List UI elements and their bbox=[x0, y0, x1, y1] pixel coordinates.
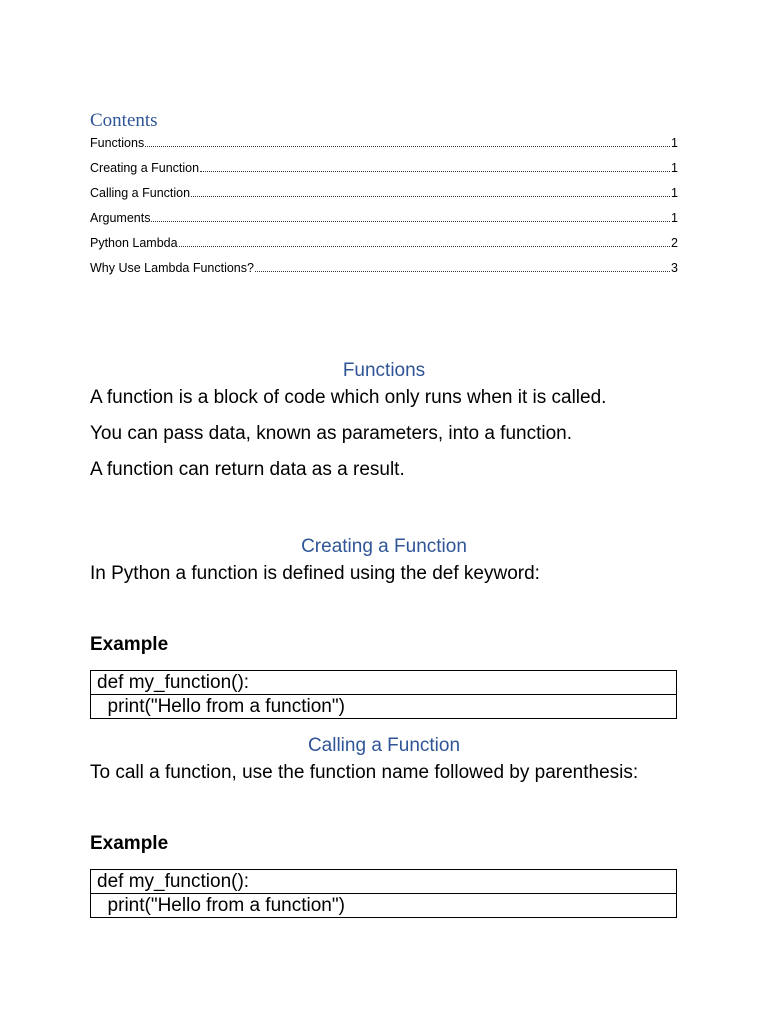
code-line: def my_function(): bbox=[91, 671, 677, 695]
toc-entry-why-use-lambda[interactable] bbox=[90, 259, 678, 284]
toc-entry-label: Functions bbox=[90, 136, 145, 150]
toc-leader-dots bbox=[145, 145, 670, 147]
toc-entry-arguments[interactable] bbox=[90, 209, 678, 234]
toc-entry-python-lambda[interactable] bbox=[90, 234, 678, 259]
toc-entry-label: Python Lambda bbox=[90, 236, 178, 250]
table-of-contents bbox=[90, 134, 678, 284]
heading-calling-a-function: Calling a Function bbox=[307, 735, 461, 756]
code-block bbox=[90, 670, 677, 719]
toc-entry-page: 1 bbox=[671, 186, 678, 200]
toc-entry-label: Why Use Lambda Functions? bbox=[90, 261, 254, 275]
paragraph: In Python a function is defined using the def keyword: bbox=[90, 563, 540, 584]
toc-leader-dots bbox=[151, 220, 670, 222]
code-line: print("Hello from a function") bbox=[91, 894, 677, 918]
paragraph: A function can return data as a result. bbox=[90, 459, 405, 480]
toc-entry-page: 1 bbox=[671, 136, 678, 150]
toc-entry-page: 1 bbox=[671, 211, 678, 225]
code-line: def my_function(): bbox=[91, 870, 677, 894]
toc-entry-functions[interactable] bbox=[90, 134, 678, 159]
paragraph: You can pass data, known as parameters, into a function. bbox=[90, 423, 572, 444]
toc-entry-calling-a-function[interactable] bbox=[90, 184, 678, 209]
code-line: print("Hello from a function") bbox=[91, 695, 677, 719]
toc-entry-page: 2 bbox=[671, 236, 678, 250]
toc-entry-label: Calling a Function bbox=[90, 186, 191, 200]
toc-entry-label: Arguments bbox=[90, 211, 151, 225]
example-label: Example bbox=[90, 833, 169, 854]
code-block bbox=[90, 869, 677, 918]
heading-functions: Functions bbox=[342, 360, 426, 381]
paragraph: A function is a block of code which only runs when it is called. bbox=[90, 387, 607, 408]
example-label: Example bbox=[90, 634, 169, 655]
toc-leader-dots bbox=[179, 245, 670, 247]
toc-entry-page: 1 bbox=[671, 161, 678, 175]
heading-creating-a-function: Creating a Function bbox=[301, 536, 467, 557]
toc-entry-page: 3 bbox=[671, 261, 678, 275]
toc-title: Contents bbox=[90, 110, 158, 131]
toc-leader-dots bbox=[191, 195, 670, 197]
toc-entry-creating-a-function[interactable] bbox=[90, 159, 678, 184]
toc-entry-label: Creating a Function bbox=[90, 161, 200, 175]
toc-leader-dots bbox=[200, 170, 670, 172]
paragraph: To call a function, use the function name followed by parenthesis: bbox=[90, 762, 639, 783]
toc-leader-dots bbox=[255, 270, 670, 272]
